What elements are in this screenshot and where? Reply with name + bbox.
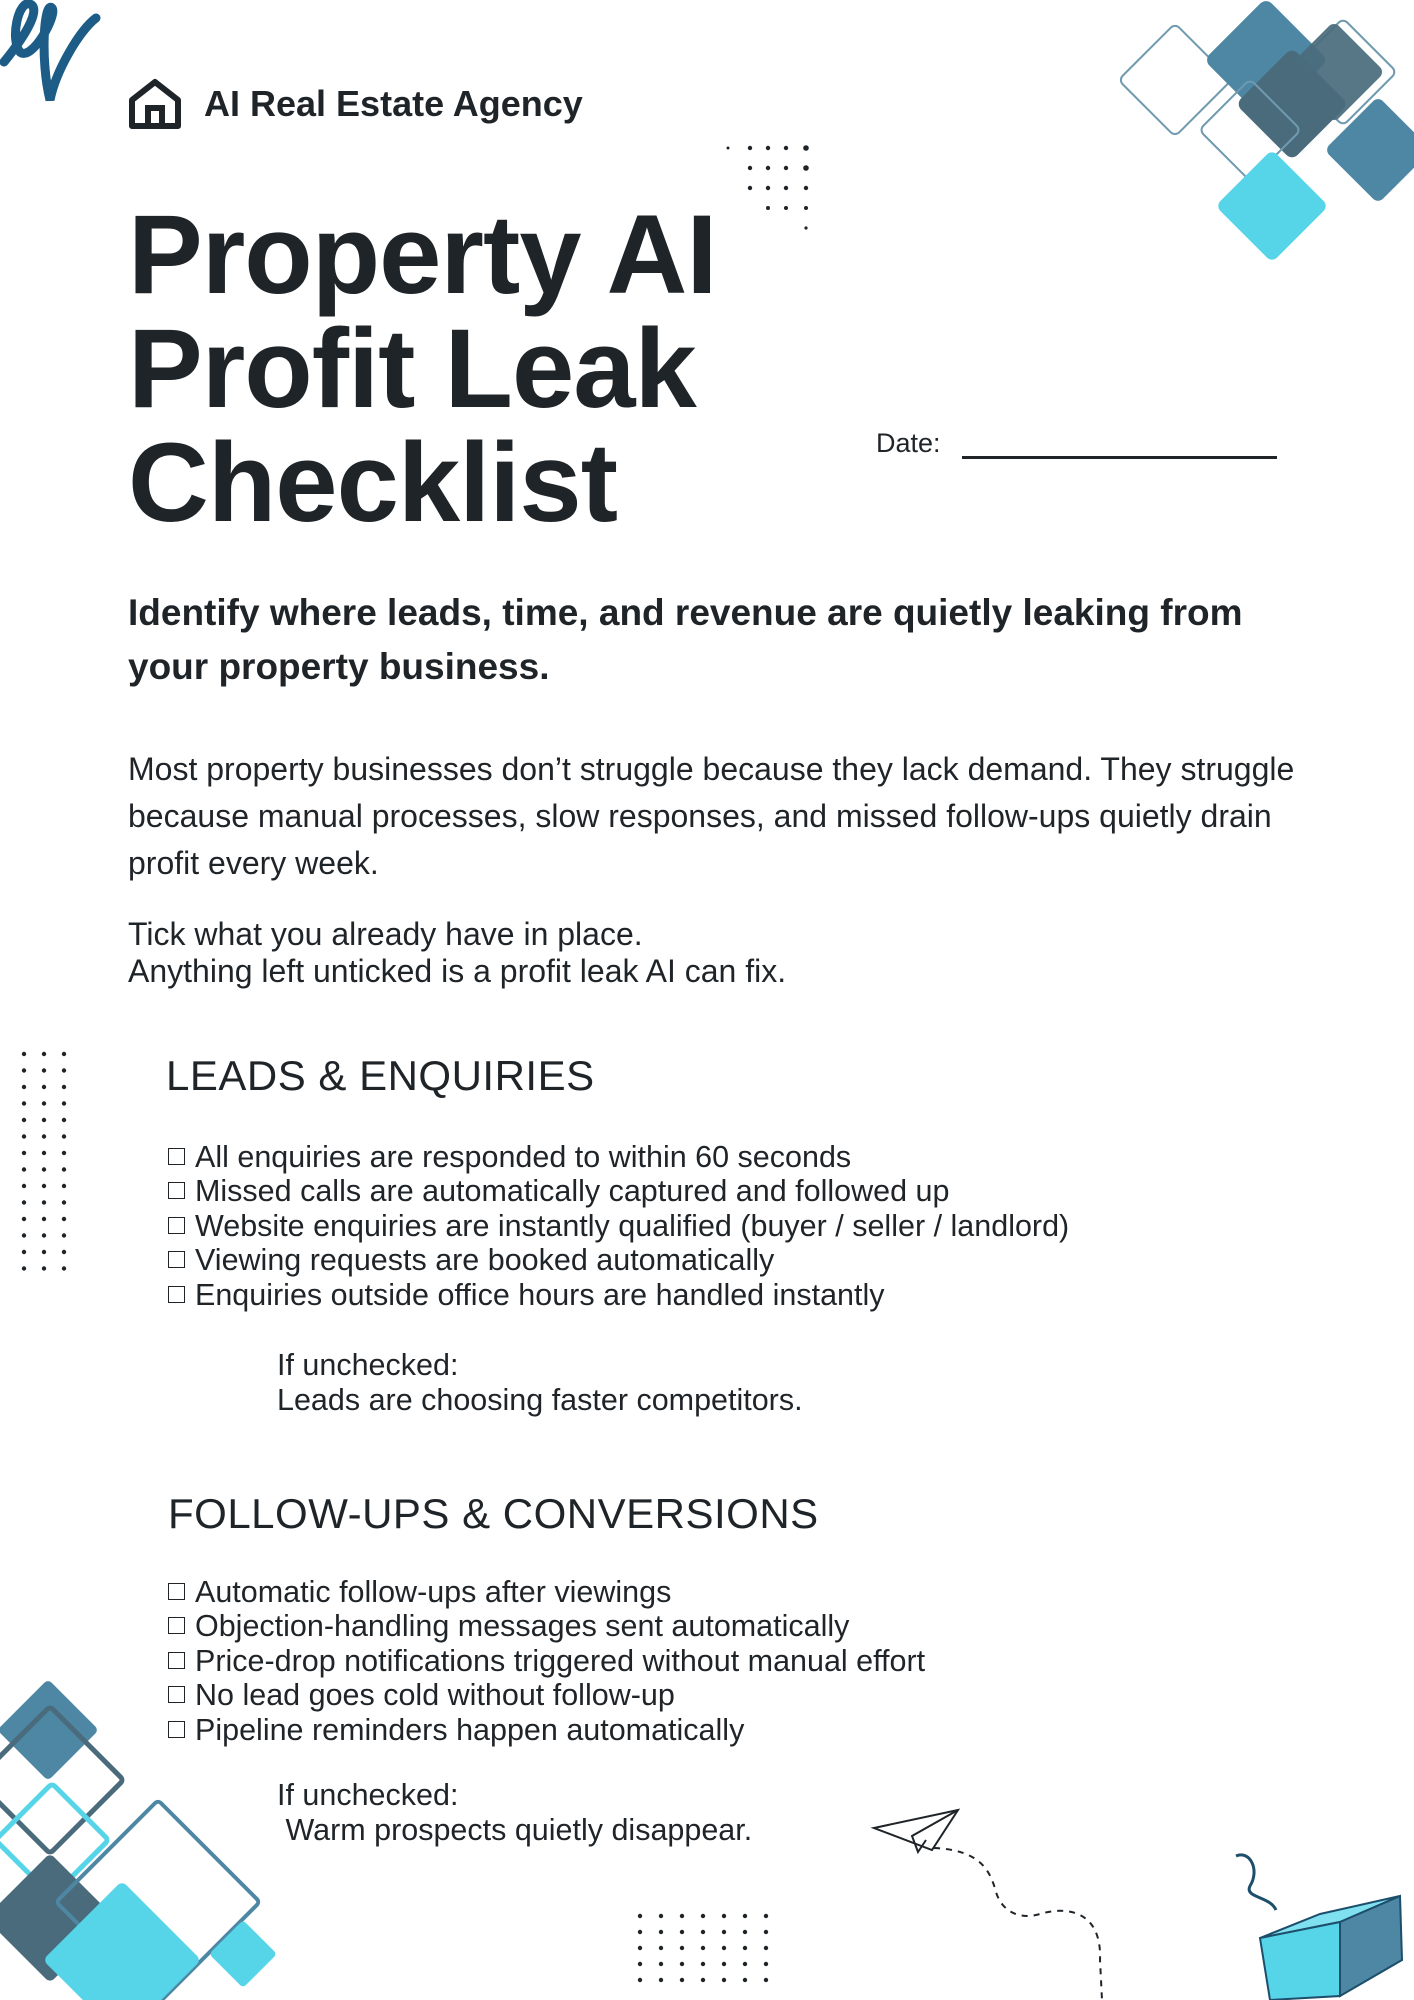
note-text: Warm prospects quietly disappear.: [277, 1813, 753, 1847]
checkbox[interactable]: [168, 1721, 185, 1738]
diamond-cluster-top-right: [1050, 0, 1414, 290]
checkbox[interactable]: [168, 1583, 185, 1600]
checklist-item-label: Website enquiries are instantly qualified (buyer / seller / landlord): [195, 1208, 1070, 1243]
tick-instructions: [128, 916, 1308, 990]
checklist-item-label: Automatic follow-ups after viewings: [195, 1575, 672, 1609]
checklist-item[interactable]: [168, 1678, 925, 1712]
checkbox[interactable]: [168, 1251, 185, 1268]
checklist-item[interactable]: [168, 1609, 925, 1643]
checkbox[interactable]: [168, 1617, 185, 1634]
dot-grid-left: [16, 1048, 76, 1278]
checklist-item[interactable]: [168, 1575, 925, 1609]
title-line: Checklist: [128, 420, 617, 545]
checklist-item[interactable]: [168, 1209, 1069, 1243]
section-heading-followups: FOLLOW-UPS & CONVERSIONS: [168, 1490, 819, 1537]
checklist-item[interactable]: [168, 1174, 1069, 1208]
page-title: [128, 192, 828, 545]
note-text: Leads are choosing faster competitors.: [277, 1383, 803, 1417]
paper-plane-icon: [870, 1800, 1120, 2000]
title-line: Property AI: [128, 192, 717, 317]
checkbox[interactable]: [168, 1148, 185, 1165]
house-icon: [128, 78, 182, 130]
checkbox[interactable]: [168, 1286, 185, 1303]
tick-line-2: Anything left unticked is a profit leak AI can fix.: [128, 953, 787, 989]
checklist-leads: [168, 1140, 1069, 1312]
checklist-item-label: Objection-handling messages sent automatically: [195, 1609, 850, 1644]
checklist-item[interactable]: [168, 1278, 1069, 1312]
title-line: Profit Leak: [128, 306, 696, 431]
checklist-item-label: Viewing requests are booked automatically: [195, 1243, 775, 1278]
checklist-item-label: Missed calls are automatically captured and followed up: [195, 1174, 950, 1209]
brand-name: AI Real Estate Agency: [204, 83, 583, 124]
gift-box-icon: [1230, 1850, 1414, 2000]
checkbox[interactable]: [168, 1217, 185, 1234]
checklist-item[interactable]: [168, 1140, 1069, 1174]
section-heading-leads: LEADS & ENQUIRIES: [166, 1052, 595, 1099]
checklist-item[interactable]: [168, 1713, 925, 1747]
checklist-followups: [168, 1575, 925, 1747]
date-line-field[interactable]: [962, 456, 1277, 459]
scribble-decoration: [0, 0, 110, 110]
checklist-item[interactable]: [168, 1644, 925, 1678]
checkbox[interactable]: [168, 1686, 185, 1703]
intro-paragraph: Most property businesses don’t struggle because they lack demand. They struggle because manual processes, slow responses, and missed follow-ups quietly drain profit every week.: [128, 751, 1295, 881]
unchecked-note-leads: [277, 1348, 803, 1418]
unchecked-note-followups: [277, 1778, 752, 1848]
checklist-item-label: Pipeline reminders happen automatically: [195, 1712, 745, 1747]
checklist-item-label: All enquiries are responded to within 60 seconds: [195, 1140, 852, 1174]
subheading: Identify where leads, time, and revenue are quietly leaking from your property business.: [128, 592, 1243, 687]
checkbox[interactable]: [168, 1652, 185, 1669]
tick-line-1: Tick what you already have in place.: [128, 916, 643, 952]
brand-header: [128, 78, 583, 130]
note-label: If unchecked:: [277, 1778, 459, 1812]
checklist-item-label: Price-drop notifications triggered without manual effort: [195, 1643, 926, 1678]
checkbox[interactable]: [168, 1182, 185, 1199]
note-label: If unchecked:: [277, 1348, 459, 1382]
date-label: Date:: [876, 428, 941, 458]
checklist-item-label: Enquiries outside office hours are handled instantly: [195, 1277, 885, 1312]
dot-grid-bottom: [632, 1910, 782, 1990]
checklist-item-label: No lead goes cold without follow-up: [195, 1678, 675, 1713]
checklist-item[interactable]: [168, 1243, 1069, 1277]
